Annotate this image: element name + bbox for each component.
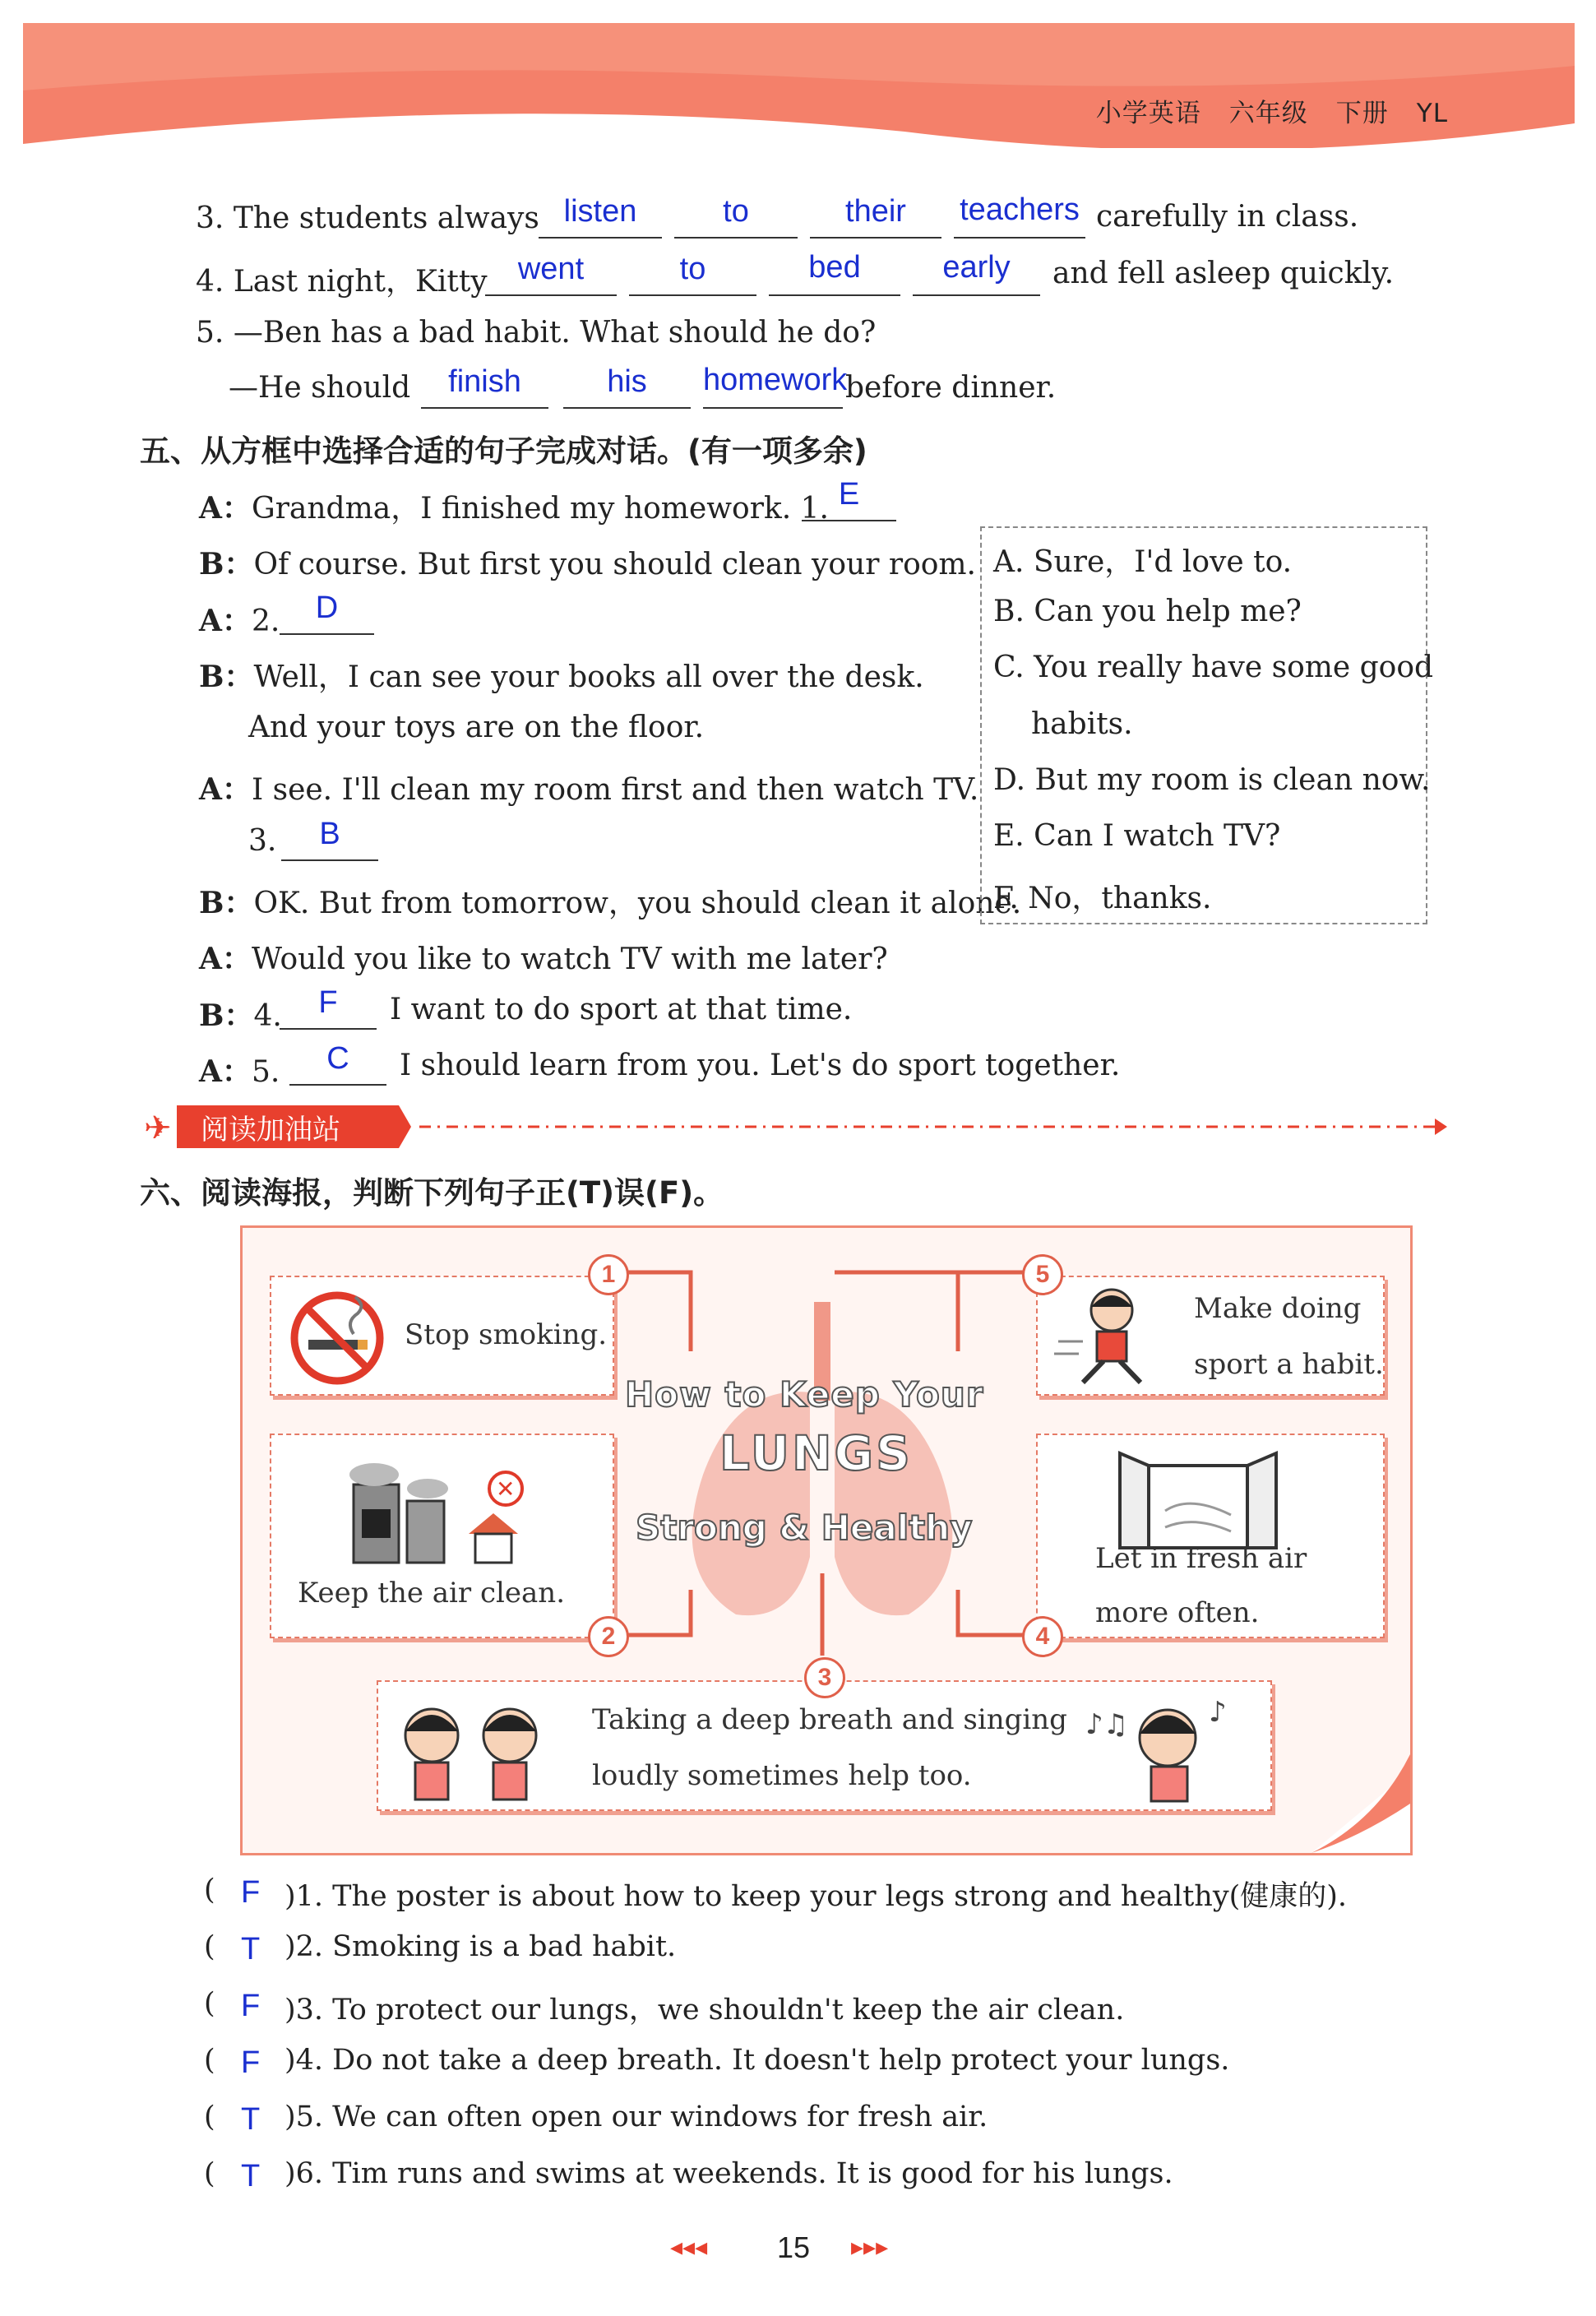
poster-title-2: LUNGS [719,1425,913,1481]
q5-line1: 5. —Ben has a bad habit. What should he do? [196,316,877,350]
page-number: 15 [777,2230,811,2264]
option-d: D. But my room is clean now. [993,763,1431,797]
tip-card-1 [270,1276,614,1396]
tf-statement-1: )1. The poster is about how to keep your legs strong and healthy(健康的). [285,1880,1348,1913]
tf-paren-4: ( [204,2044,215,2077]
tf-answer-6[interactable]: T [241,2159,261,2193]
part6-title: 六、阅读海报，判断下列句子正(T)误(F)。 [140,1175,724,1211]
dialog-line-8: B：OK. But from tomorrow，you should clean it alone. [199,886,1022,920]
q3-answer-3[interactable]: their [845,194,906,229]
q4-answer-4[interactable]: early [942,250,1011,285]
tf-answer-1[interactable]: F [241,1875,261,1910]
tf-answer-4[interactable]: F [241,2045,261,2080]
q3-tail: carefully in class. [1096,200,1359,234]
tf-paren-1: ( [204,1874,215,1906]
dialog-answer-4[interactable]: F [318,985,338,1020]
tip-card-3 [377,1680,1272,1811]
option-a: A. Sure，I'd love to. [993,545,1293,579]
grade-label: 六年级 [1228,99,1308,128]
tip-5-line1: Make doing [1194,1292,1362,1325]
dialog-answer-3[interactable]: B [319,817,340,851]
next-arrows-icon: ▸▸▸ [851,2233,889,2262]
tip-3-line2: loudly sometimes help too. [592,1759,972,1792]
tip-2-number: 2 [588,1616,629,1657]
dialog-answer-1[interactable]: E [838,477,860,512]
tf-answer-5[interactable]: T [241,2102,261,2137]
dialog-answer-5[interactable]: C [326,1041,349,1076]
tf-statement-5: )5. We can often open our windows for fresh air. [285,2101,988,2133]
poster-title-1: How to Keep Your [625,1374,984,1415]
tf-statement-4: )4. Do not take a deep breath. It doesn't help protect your lungs. [285,2044,1230,2077]
dialog-line-10: B：4. [199,998,282,1033]
tf-statement-3: )3. To protect our lungs，we shouldn't keep the air clean. [285,1994,1125,2026]
tf-paren-5: ( [204,2101,215,2133]
tf-statement-6: )6. Tim runs and swims at weekends. It is good for his lungs. [285,2157,1173,2190]
svg-text:✕: ✕ [496,1475,516,1503]
dialog-line-11: A：5. [199,1054,280,1089]
reading-banner-label: 阅读加油站 [201,1114,340,1146]
q3-line: 3. The students always [196,201,539,235]
tip-3-line1: Taking a deep breath and singing [592,1703,1067,1736]
q3-answer-2[interactable]: to [723,194,749,229]
q4-answer-3[interactable]: bed [808,250,861,285]
tf-paren-2: ( [204,1930,215,1963]
term-label: 下册 [1335,99,1389,128]
tip-card-5 [1036,1276,1385,1396]
tip-1-number: 1 [588,1254,629,1295]
running-boy-icon [1046,1284,1161,1391]
option-f: F. No，thanks. [993,882,1212,915]
dialog-line-3: A：2. [199,604,280,638]
tf-statement-2: )2. Smoking is a bad habit. [285,1930,677,1963]
option-c-cont: habits. [1031,707,1133,741]
q4-answer-1[interactable]: went [517,252,585,286]
tip-card-2 [270,1434,614,1638]
q3-answer-4[interactable]: teachers [960,192,1080,227]
tip-4-line2: more often. [1095,1596,1260,1629]
tf-paren-3: ( [204,1987,215,2020]
tip-4-number: 4 [1022,1616,1063,1657]
svg-text:♪: ♪ [1209,1696,1227,1729]
q5-line2: —He should [229,371,411,405]
option-e: E. Can I watch TV? [993,819,1281,853]
dialog-line-1: A：Grandma，I finished my homework. 1. [199,491,829,526]
tf-answer-2[interactable]: T [241,1932,261,1966]
tf-answer-3[interactable]: F [241,1989,261,2023]
dialog-line-6: A：I see. I'll clean my room first and then watch TV. [199,772,979,807]
subject-label: 小学英语 [1095,99,1201,128]
svg-text:♪♫: ♪♫ [1085,1708,1129,1741]
q3-answer-1[interactable]: listen [563,194,637,229]
dialog-line-9: A：Would you like to watch TV with me later? [199,942,888,976]
option-b: B. Can you help me? [993,595,1302,628]
tf-paren-6: ( [204,2157,215,2190]
tip-2-text: Keep the air clean. [298,1577,566,1610]
q5-answer-3[interactable]: homework [703,363,848,397]
dialog-line-4: B：Well，I can see your books all over the desk. [199,660,924,694]
dialog-line-10-tail: I want to do sport at that time. [390,993,853,1026]
breathing-kids-icon [386,1690,559,1805]
dialog-answer-2[interactable]: D [315,591,339,625]
dialog-line-11-tail: I should learn from you. Let's do sport together. [400,1049,1121,1082]
singing-girl-icon [1077,1688,1258,1804]
dialog-line-5: And your toys are on the floor. [248,711,705,744]
part5-title: 五、从方框中选择合适的句子完成对话。(有一项多余) [140,433,867,469]
lungs-poster [240,1225,1413,1855]
q4-line: 4. Last night，Kitty [196,265,488,299]
tip-5-line2: sport a habit. [1194,1348,1384,1381]
factory-icon [337,1452,551,1567]
tip-card-4 [1036,1434,1385,1638]
tip-3-number: 3 [804,1657,845,1698]
dialog-line-2: B：Of course. But first you should clean your room. [199,547,976,581]
dialog-line-7: 3. [248,824,277,858]
q5-answer-1[interactable]: finish [448,364,521,399]
tip-5-number: 5 [1022,1254,1063,1295]
svg-text:✈: ✈ [144,1109,172,1147]
q4-answer-2[interactable]: to [679,252,706,286]
no-smoking-icon [288,1289,386,1387]
q5-answer-2[interactable]: his [607,364,647,399]
tip-4-line1: Let in fresh air [1095,1542,1307,1575]
prev-arrows-icon: ◂◂◂ [670,2233,708,2262]
edition-label: YL [1416,99,1448,128]
option-c: C. You really have some good [993,651,1434,684]
tip-1-text: Stop smoking. [405,1318,608,1351]
book-info [1068,92,1448,129]
q4-tail: and fell asleep quickly. [1052,257,1395,290]
q5-tail: before dinner. [845,371,1057,405]
poster-title-3: Strong & Healthy [636,1508,973,1548]
